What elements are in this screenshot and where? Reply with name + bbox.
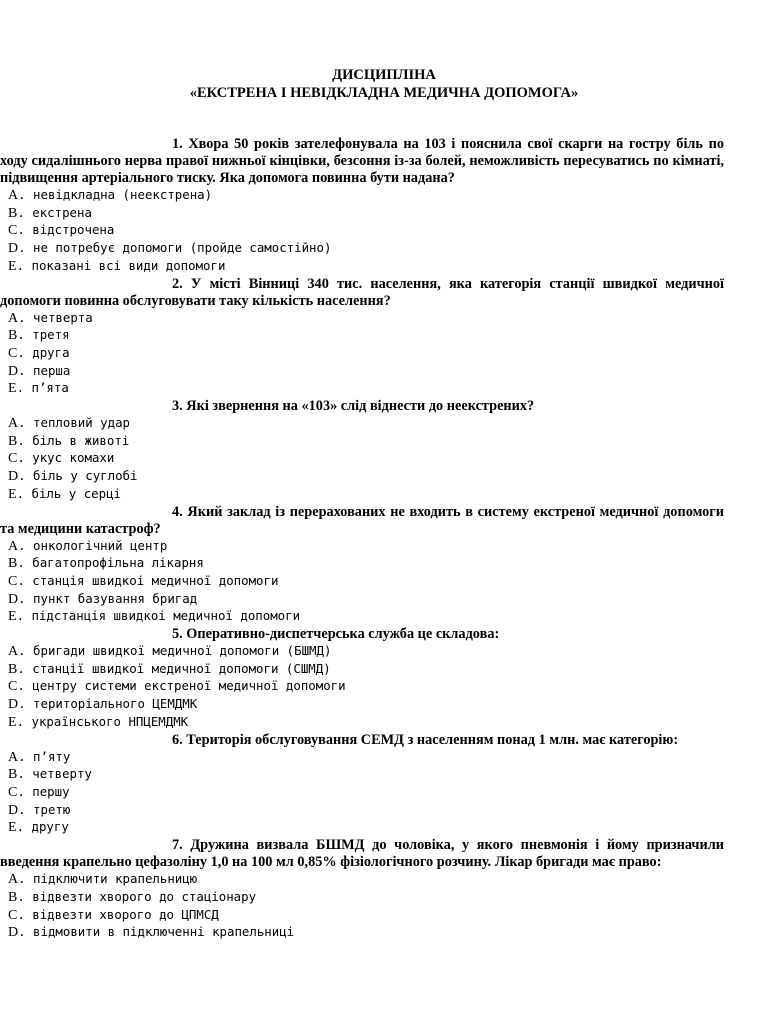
answer-text: . пункт базування бригад [18, 590, 198, 606]
answer-text: . відвезти хворого до стаціонару [17, 888, 257, 904]
answer-text: . підключити крапельницю [18, 871, 198, 887]
answer-text: . перша [18, 362, 71, 378]
question-text: 7. Дружина визвала БШМД до чоловіка, у якого пневмонія і йому призначили введення крапельно цефазоліну 1,0 на 100 мл 0,85% фізіологічного розчину. Лікар бригади має право: [0, 837, 724, 871]
question-text: 2. У місті Вінниці 340 тис. населення, яка категорія станції швидкої медичної допомоги повинна обслуговувати таку кількість населення? [0, 275, 724, 309]
answer-option [0, 714, 724, 732]
answer-option [0, 802, 724, 820]
answer-option [0, 327, 724, 345]
answer-text: . не потребує допомоги (пройде самостійно) [18, 240, 332, 256]
answer-option [0, 819, 724, 837]
answer-option [0, 187, 724, 205]
question-text: 6. Територія обслуговування СЕМД з населенням понад 1 млн. має категорію: [172, 731, 679, 748]
answer-text: . третю [18, 801, 71, 817]
answer-list [0, 415, 724, 504]
answer-text: . станція швидкоі медичної допомоги [17, 572, 279, 588]
answer-option [0, 766, 724, 784]
answer-letter: E [8, 820, 17, 836]
answer-option [0, 661, 724, 679]
answer-text: . відмовити в підключенні крапельниці [18, 924, 295, 940]
answer-letter: E [8, 258, 17, 274]
answer-option [0, 450, 724, 468]
answer-letter: A [8, 749, 19, 765]
answer-letter: D [8, 697, 19, 713]
answer-letter: B [8, 205, 18, 221]
answer-list [0, 643, 724, 732]
answer-letter: A [8, 310, 19, 326]
answer-letter: E [8, 381, 17, 397]
answer-text: . друга [17, 344, 70, 360]
question-block [8, 398, 724, 504]
answer-letter: A [8, 872, 19, 888]
question-text: 5. Оперативно-диспетчерська служба це складова: [172, 626, 500, 643]
answer-text: . підстанція швидкоі медичної допомоги [16, 608, 301, 624]
question-text: 4. Який заклад із перерахованих не входить в систему екстреної медичної допомоги та медицини катастроф? [0, 503, 724, 537]
answer-letter: D [8, 925, 19, 941]
answer-option [0, 240, 724, 258]
answer-letter: C [8, 784, 18, 800]
answer-option [0, 907, 724, 925]
answer-text: . п’яту [18, 748, 71, 764]
answer-letter: C [8, 345, 18, 361]
answer-letter: B [8, 328, 18, 344]
answer-option [0, 415, 724, 433]
answer-text: . четверта [18, 309, 93, 325]
answer-letter: A [8, 538, 19, 554]
answer-text: . біль в животі [17, 432, 130, 448]
discipline-title: «ЕКСТРЕНА І НЕВІДКЛАДНА МЕДИЧНА ДОПОМОГА» [189, 85, 579, 101]
answer-option [0, 380, 724, 398]
answer-letter: E [8, 486, 17, 502]
answer-text: . багатопрофільна лікарня [17, 555, 204, 571]
answer-letter: D [8, 802, 19, 818]
answer-letter: B [8, 433, 18, 449]
question-block [0, 837, 724, 942]
answer-option [0, 258, 724, 276]
answer-letter: A [8, 644, 19, 660]
answer-text: . українського НПЦЕМДМК [16, 713, 189, 729]
answer-option [0, 871, 724, 889]
answer-option [0, 696, 724, 714]
answer-text: . другу [16, 819, 69, 835]
answer-text: . центру системи екстреної медичної допомоги [17, 678, 346, 694]
answer-list [0, 749, 724, 838]
answer-option [0, 310, 724, 328]
answer-letter: C [8, 679, 18, 695]
answer-letter: B [8, 661, 18, 677]
question-block [0, 503, 724, 627]
answer-letter: B [8, 889, 18, 905]
answer-option [0, 643, 724, 661]
answer-text: . відвезти хворого до ЦПМСД [17, 906, 219, 922]
answer-option [0, 784, 724, 802]
answer-option [0, 486, 724, 504]
answer-letter: C [8, 907, 18, 923]
answer-option [0, 749, 724, 767]
answer-text: . онкологічний центр [18, 537, 168, 553]
answer-text: . тепловий удар [18, 415, 131, 431]
answer-letter: A [8, 188, 19, 203]
answer-letter: C [8, 223, 18, 239]
answer-option [0, 433, 724, 451]
answer-text: . четверту [17, 766, 92, 782]
answer-text: . показані всі види допомоги [16, 257, 226, 273]
answer-letter: E [8, 609, 17, 625]
answer-option [0, 538, 724, 556]
answer-text: . п’ята [16, 380, 69, 396]
answer-letter: B [8, 556, 18, 572]
answer-text: . біль у суглобі [18, 468, 138, 484]
answer-option [0, 345, 724, 363]
answer-letter: E [8, 714, 17, 730]
answer-text: . невідкладна (неекстрена) [18, 187, 213, 202]
answer-list [0, 538, 724, 627]
question-list [0, 136, 724, 942]
discipline-heading: ДИСЦИПЛІНА [332, 67, 436, 83]
answer-option [0, 363, 724, 381]
answer-letter: D [8, 591, 19, 607]
answer-letter: D [8, 363, 19, 379]
answer-option [0, 468, 724, 486]
answer-text: . екстрена [17, 204, 92, 220]
answer-letter: C [8, 451, 18, 467]
answer-text: . третя [17, 327, 70, 343]
answer-text: . укус комахи [17, 450, 115, 466]
answer-text: . першу [17, 783, 70, 799]
question-text: 1. Хвора 50 років зателефонувала на 103 і пояснила свої скарги на гостру біль по ходу сидалішнього нерва правої нижньої кінцівки, безсоння із-за болей, неможливість пересуватись по кімнаті, підвищення артеріального тиску. Яка допомога повинна бути надана? [0, 136, 724, 186]
answer-text: . відстрочена [17, 222, 115, 238]
question-block [8, 731, 724, 838]
answer-option [0, 555, 724, 573]
answer-text: . бригади швидкої медичної допомоги (БШМД) [18, 643, 332, 659]
question-block [0, 275, 724, 399]
answer-text: . станції швидкої медичної допомоги (СШМД) [17, 660, 331, 676]
answer-letter: C [8, 573, 18, 589]
answer-list [0, 187, 724, 276]
question-block [8, 626, 724, 732]
answer-option [0, 222, 724, 240]
answer-option [0, 924, 724, 942]
answer-option [0, 678, 724, 696]
answer-letter: B [8, 767, 18, 783]
question-block [0, 136, 724, 276]
answer-option [0, 573, 724, 591]
answer-text: . біль у серці [16, 485, 121, 501]
answer-text: . територіального ЦЕМДМК [18, 696, 198, 712]
answer-option [0, 205, 724, 223]
answer-option [0, 889, 724, 907]
answer-list [0, 871, 724, 942]
answer-letter: A [8, 416, 19, 432]
answer-letter: D [8, 241, 19, 257]
question-text: 3. Які звернення на «103» слід віднести до неекстрених? [172, 398, 535, 415]
answer-letter: D [8, 469, 19, 485]
answer-option [0, 591, 724, 609]
answer-list [0, 310, 724, 399]
answer-option [0, 608, 724, 626]
